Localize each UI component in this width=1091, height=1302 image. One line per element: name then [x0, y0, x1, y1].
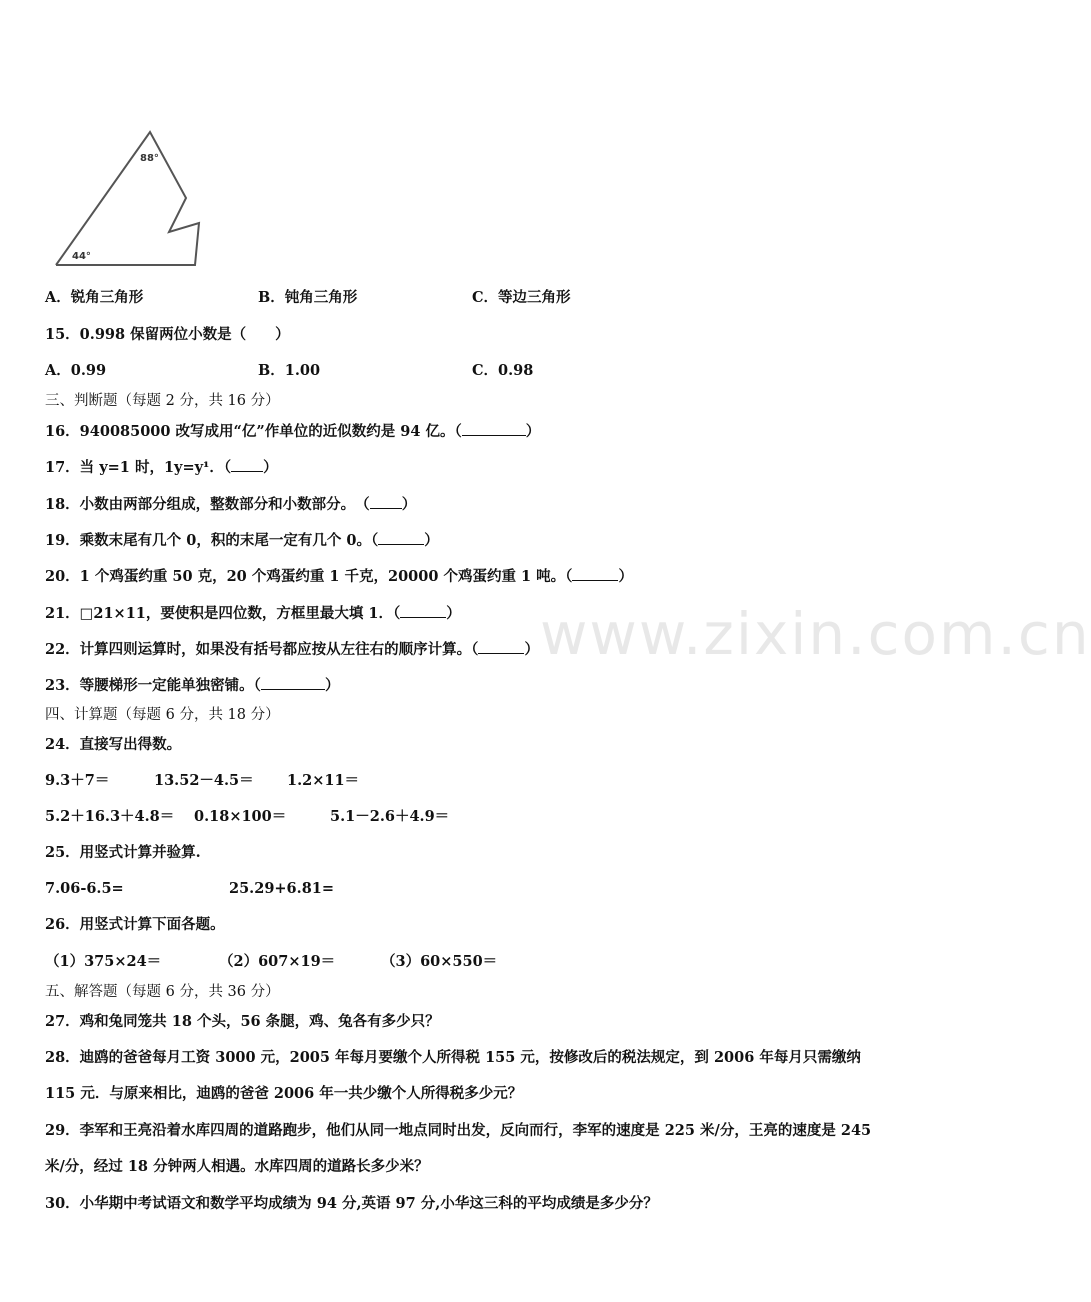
- q24-item: 0.18×100＝: [194, 808, 287, 825]
- q24-item: 5.2＋16.3＋4.8＝: [45, 808, 175, 825]
- q30: 30．小华期中考试语文和数学平均成绩为 94 分,英语 97 分,小华这三科的平均成绩是多少分？: [45, 1195, 658, 1212]
- q17-end: ）: [263, 459, 278, 476]
- q23: [45, 675, 339, 696]
- q23-end: ）: [324, 677, 340, 694]
- q27: 27．鸡和兔同笼共 18 个头，56 条腿，鸡、兔各有多少只？: [45, 1013, 440, 1030]
- q21-end: ）: [446, 605, 461, 622]
- q29: 29．李军和王亮沿着水库四周的道路跑步，他们从同一地点同时出发，反向而行，李军的速度是 225 米/分，王亮的速度是 245 米/分，经过 18 分钟两人相遇。水库四周的道路长多少米？: [45, 1122, 872, 1175]
- q16-end: ）: [525, 423, 541, 440]
- q18-text: 18．小数由两部分组成，整数部分和小数部分。 （: [45, 496, 370, 513]
- section-5-title: 五、解答题（每题 6 分，共 36 分）: [45, 984, 280, 1000]
- q24-item: 9.3＋7＝: [45, 772, 110, 789]
- q19-end: ）: [424, 532, 439, 549]
- q21: [45, 603, 461, 624]
- q19: [45, 530, 439, 551]
- q21-text: 21．□21×11，要使积是四位数，方框里最大填 1．（: [45, 605, 401, 622]
- q20-text: 20．1 个鸡蛋约重 50 克，20 个鸡蛋约重 1 千克，20000 个鸡蛋约重 1 吨。（: [45, 568, 573, 585]
- q20: [45, 566, 633, 587]
- q26-item: （2）607×19＝: [219, 953, 336, 970]
- q16: [45, 421, 540, 442]
- q17: [45, 457, 278, 478]
- q22-text: 22．计算四则运算时，如果没有括号都应按从左往右的顺序计算。（: [45, 641, 479, 658]
- q24-stem: 24．直接写出得数。: [45, 736, 182, 753]
- q20-end: ）: [618, 568, 633, 585]
- q20-answer-blank[interactable]: [572, 566, 618, 581]
- q28: 28．迪鸥的爸爸每月工资 3000 元，2005 年每月要缴个人所得税 155 元，按修改后的税法规定，到 2006 年每月只需缴纳 115 元．与原来相比，迪鸥的爸爸 2006 年一共少缴个人所得税多少元？: [45, 1049, 861, 1102]
- q19-answer-blank[interactable]: [378, 530, 424, 545]
- q22: [45, 639, 539, 660]
- q22-end: ）: [524, 641, 539, 658]
- q25-item: 25.29+6.81=: [229, 880, 335, 897]
- q25-stem: 25．用竖式计算并验算.: [45, 844, 201, 861]
- angle-bottom-label: 44°: [72, 251, 91, 262]
- watermark: www.zixin.com.cn: [540, 600, 1091, 668]
- section-4-title: 四、计算题（每题 6 分，共 18 分）: [45, 707, 280, 723]
- q25-item: 7.06-6.5=: [45, 880, 124, 897]
- triangle-figure: [50, 128, 210, 273]
- q15-option-b: B．1.00: [258, 362, 321, 379]
- q16-answer-blank[interactable]: [462, 421, 526, 436]
- q18-answer-blank[interactable]: [370, 494, 402, 509]
- q26-item: （3）60×550＝: [381, 953, 498, 970]
- q14-option-c: C．等边三角形: [472, 289, 571, 306]
- q26-item: （1）375×24＝: [45, 953, 162, 970]
- q18-end: ）: [401, 496, 417, 513]
- q17-text: 17．当 y=1 时，1y=y¹．（: [45, 459, 232, 476]
- q23-text: 23．等腰梯形一定能单独密铺。（: [45, 677, 261, 694]
- q24-item: 13.52－4.5＝: [154, 772, 254, 789]
- section-3-title: 三、判断题（每题 2 分，共 16 分）: [45, 393, 280, 409]
- q16-text: 16．940085000 改写成用“亿”作单位的近似数约是 94 亿。（: [45, 423, 462, 440]
- q15-option-a: A．0.99: [45, 362, 107, 379]
- q14-option-b: B．钝角三角形: [258, 289, 358, 306]
- q19-text: 19．乘数末尾有几个 0，积的末尾一定有几个 0。（: [45, 532, 379, 549]
- q24-item: 1.2×11＝: [287, 772, 360, 789]
- q22-answer-blank[interactable]: [478, 639, 524, 654]
- q18: [45, 494, 416, 515]
- q17-answer-blank[interactable]: [231, 457, 263, 472]
- q14-option-a: A．锐角三角形: [45, 289, 144, 306]
- angle-top-label: 88°: [140, 153, 159, 164]
- q24-item: 5.1－2.6＋4.9＝: [330, 808, 450, 825]
- q21-answer-blank[interactable]: [400, 603, 446, 618]
- q23-answer-blank[interactable]: [261, 675, 325, 690]
- q15-option-c: C．0.98: [472, 362, 534, 379]
- q15-stem: 15．0.998 保留两位小数是（ ）: [45, 326, 290, 343]
- q26-stem: 26．用竖式计算下面各题。: [45, 916, 225, 933]
